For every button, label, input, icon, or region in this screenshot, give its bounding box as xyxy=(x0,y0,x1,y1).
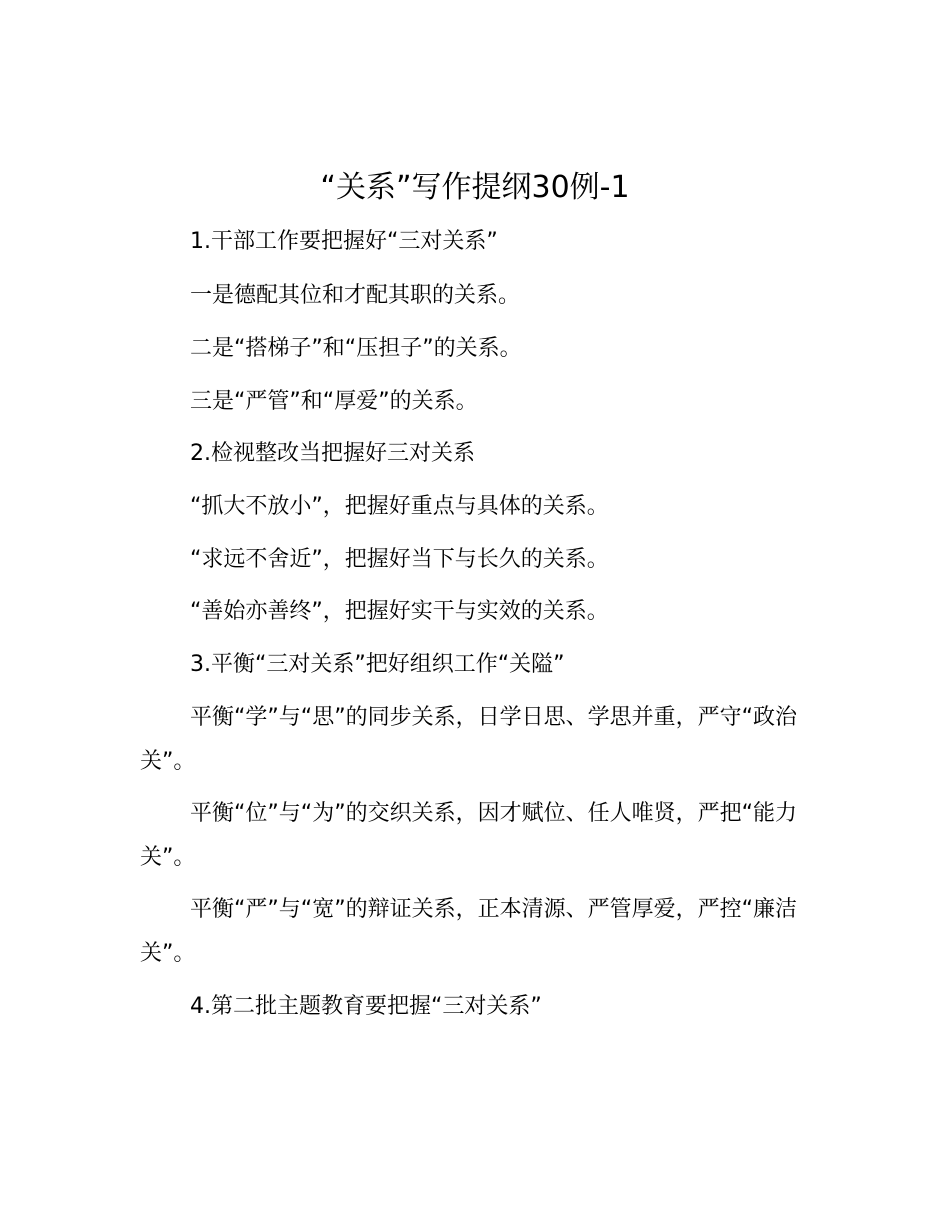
paragraph: 平衡“位”与“为”的交织关系，因才赋位、任人唯贤，严把“能力关”。 xyxy=(140,801,797,870)
paragraph: 平衡“学”与“思”的同步关系，日学日思、学思并重，严守“政治关”。 xyxy=(140,705,797,774)
paragraph: “抓大不放小”，把握好重点与具体的关系。 xyxy=(190,494,609,519)
paragraph: 三是“严管”和“厚爱”的关系。 xyxy=(190,389,478,414)
paragraph-heading-2: 2.检视整改当把握好三对关系 xyxy=(190,441,475,466)
paragraph-heading-3: 3.平衡“三对关系”把好组织工作“关隘” xyxy=(190,652,565,677)
paragraph: “求远不舍近”，把握好当下与长久的关系。 xyxy=(190,547,609,572)
document-title: “关系”写作提纲30例-1 xyxy=(320,170,630,205)
paragraph: “善始亦善终”，把握好实干与实效的关系。 xyxy=(190,599,609,624)
paragraph: 平衡“严”与“宽”的辩证关系，正本清源、严管厚爱，严控“廉洁关”。 xyxy=(140,897,797,966)
paragraph: 一是德配其位和才配其职的关系。 xyxy=(190,283,521,308)
paragraph: 二是“搭梯子”和“压担子”的关系。 xyxy=(190,336,522,361)
paragraph-heading-4: 4.第二批主题教育要把握“三对关系” xyxy=(190,994,542,1019)
paragraph-heading-1: 1.干部工作要把握好“三对关系” xyxy=(190,229,498,254)
